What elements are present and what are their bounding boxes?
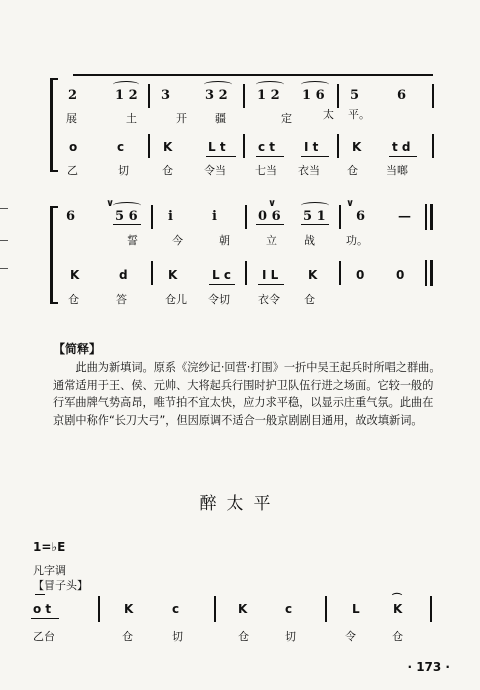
perc-symbol: c bbox=[117, 140, 125, 154]
perc-lyric: 仓 bbox=[304, 293, 315, 306]
melody-note: 6 bbox=[356, 209, 366, 224]
scan-mark bbox=[0, 240, 8, 241]
melody-note: 5 1 bbox=[303, 209, 326, 224]
system-rule bbox=[35, 594, 45, 595]
melody-note: 5 6 bbox=[115, 209, 138, 224]
lyric: 土 bbox=[126, 112, 137, 125]
perc-lyric: 仓 bbox=[162, 164, 173, 177]
perc-lyric: 令当 bbox=[204, 164, 226, 177]
barline bbox=[339, 205, 341, 229]
perc-lyric: 切 bbox=[285, 630, 296, 643]
beam bbox=[256, 224, 284, 225]
barline bbox=[245, 205, 247, 229]
lyric: 开 bbox=[176, 112, 187, 125]
melody-note: 6 bbox=[66, 209, 76, 224]
perc-symbol: K bbox=[70, 268, 80, 282]
perc-lyric: 答 bbox=[116, 293, 127, 306]
lyric: 功。 bbox=[346, 234, 368, 247]
beam bbox=[301, 156, 329, 157]
perc-symbol: c bbox=[172, 602, 180, 616]
bracket-cap-top bbox=[50, 206, 58, 208]
melody-note: 1 6 bbox=[302, 88, 325, 103]
section-label: 【冒子头】 bbox=[33, 579, 88, 592]
lyric: 疆 bbox=[215, 112, 226, 125]
perc-symbol: K bbox=[352, 140, 362, 154]
barline bbox=[243, 134, 245, 158]
key-signature: 1=♭E bbox=[33, 540, 66, 554]
beam bbox=[206, 156, 236, 157]
melody-note: 3 2 bbox=[205, 88, 228, 103]
beam bbox=[31, 618, 59, 619]
beam bbox=[256, 156, 284, 157]
barline bbox=[243, 84, 245, 108]
bracket-cap-top bbox=[50, 78, 58, 80]
lyric: 立 bbox=[266, 234, 277, 247]
perc-symbol: t d bbox=[392, 140, 411, 154]
melody-note: 1 2 bbox=[115, 88, 138, 103]
barline bbox=[337, 84, 339, 108]
barline bbox=[148, 134, 150, 158]
barline bbox=[432, 84, 434, 108]
perc-lyric: 乙台 bbox=[33, 630, 55, 643]
perc-lyric: 当啷 bbox=[386, 164, 408, 177]
perc-lyric: 仓儿 bbox=[165, 293, 187, 306]
barline bbox=[325, 596, 327, 622]
perc-symbol: 0 bbox=[396, 268, 405, 282]
perc-symbol: L c bbox=[212, 268, 231, 282]
barline bbox=[98, 596, 100, 622]
system-bracket bbox=[50, 78, 53, 172]
lyric: 展 bbox=[66, 112, 77, 125]
beam bbox=[113, 224, 141, 225]
perc-symbol: c t bbox=[258, 140, 276, 154]
melody-note: 0 6 bbox=[258, 209, 281, 224]
beam bbox=[258, 284, 284, 285]
bracket-cap-bottom bbox=[50, 302, 58, 304]
perc-symbol: L bbox=[352, 602, 360, 616]
barline bbox=[425, 204, 427, 230]
perc-lyric: 令 bbox=[345, 630, 356, 643]
slur bbox=[204, 81, 232, 88]
page-number: · 173 · bbox=[407, 660, 450, 674]
accent-mark: ∨ bbox=[106, 198, 115, 209]
beam bbox=[301, 224, 329, 225]
barline bbox=[148, 84, 150, 108]
barline bbox=[337, 134, 339, 158]
final-barline bbox=[430, 260, 433, 286]
lyric: 誓 bbox=[127, 234, 138, 247]
note-heading: 【简释】 bbox=[53, 342, 102, 356]
beam bbox=[209, 284, 235, 285]
perc-lyric: 七当 bbox=[255, 164, 277, 177]
perc-symbol: I L bbox=[262, 268, 279, 282]
slur bbox=[113, 202, 141, 209]
piece-title: 醉太平 bbox=[199, 494, 281, 514]
perc-symbol: d bbox=[119, 268, 128, 282]
lyric: 定 bbox=[281, 112, 292, 125]
barline bbox=[432, 134, 434, 158]
perc-symbol: K bbox=[163, 140, 173, 154]
barline bbox=[430, 596, 432, 622]
final-barline bbox=[430, 204, 433, 230]
melody-note: 6 bbox=[397, 88, 407, 103]
lyric: 朝 bbox=[219, 234, 230, 247]
barline bbox=[245, 261, 247, 285]
perc-symbol: o bbox=[69, 140, 78, 154]
beam bbox=[389, 156, 417, 157]
perc-symbol: c bbox=[285, 602, 293, 616]
lyric: 平。 bbox=[348, 108, 370, 121]
perc-symbol: 0 bbox=[356, 268, 365, 282]
melody-note: — bbox=[398, 209, 411, 224]
perc-lyric: 令切 bbox=[208, 293, 230, 306]
lyric: 太 bbox=[323, 108, 334, 121]
perc-symbol: L t bbox=[208, 140, 226, 154]
scan-mark bbox=[0, 208, 8, 209]
perc-lyric: 仓 bbox=[238, 630, 249, 643]
perc-symbol: K bbox=[124, 602, 134, 616]
slur bbox=[256, 81, 284, 88]
perc-lyric: 切 bbox=[118, 164, 129, 177]
perc-symbol: K bbox=[238, 602, 248, 616]
melody-note: 1 2 bbox=[257, 88, 280, 103]
accent-mark: ∨ bbox=[268, 198, 277, 209]
melody-note: 3 bbox=[161, 88, 171, 103]
perc-lyric: 仓 bbox=[392, 630, 403, 643]
barline bbox=[425, 260, 427, 286]
perc-lyric: 仓 bbox=[122, 630, 133, 643]
barline bbox=[214, 596, 216, 622]
melody-note: 5 bbox=[350, 88, 360, 103]
slur bbox=[113, 81, 139, 88]
barline bbox=[151, 261, 153, 285]
accent-mark: ∨ bbox=[346, 198, 355, 209]
barline bbox=[339, 261, 341, 285]
fermata-mark: ⌒ bbox=[392, 594, 402, 605]
perc-symbol: K bbox=[393, 602, 403, 616]
perc-lyric: 乙 bbox=[67, 164, 78, 177]
scan-mark bbox=[0, 268, 8, 269]
perc-lyric: 衣当 bbox=[298, 164, 320, 177]
slur bbox=[301, 202, 329, 209]
system-bracket bbox=[50, 206, 53, 304]
melody-note: i bbox=[168, 209, 173, 224]
perc-symbol: I t bbox=[304, 140, 319, 154]
barline bbox=[151, 205, 153, 229]
perc-lyric: 仓 bbox=[347, 164, 358, 177]
melody-note: i bbox=[212, 209, 217, 224]
lyric: 战 bbox=[304, 234, 315, 247]
slur bbox=[301, 81, 329, 88]
perc-lyric: 仓 bbox=[68, 293, 79, 306]
perc-symbol: K bbox=[308, 268, 318, 282]
bracket-cap-bottom bbox=[50, 170, 58, 172]
note-paragraph: 此曲为新填词。原系《浣纱记·回营·打围》一折中吴王起兵时所唱之群曲。通常适用于王、侯、元帅、大将起兵行围时护卫队伍行进之场面。它较一般的行军曲牌气势高昂，唯节拍不宜太快，应力求平稳，以显示庄重气氛。此曲在京剧中称作“长刀大弓”，但因原调不适合一般京剧剧目通用，故改填新词。 bbox=[53, 361, 441, 427]
perc-symbol: K bbox=[168, 268, 178, 282]
system-top-rule bbox=[73, 74, 433, 76]
perc-lyric: 衣令 bbox=[258, 293, 280, 306]
lyric: 今 bbox=[172, 234, 183, 247]
melody-note: 2 bbox=[68, 88, 78, 103]
perc-symbol: o t bbox=[33, 602, 52, 616]
mode-label: 凡字调 bbox=[33, 564, 66, 577]
perc-lyric: 切 bbox=[172, 630, 183, 643]
